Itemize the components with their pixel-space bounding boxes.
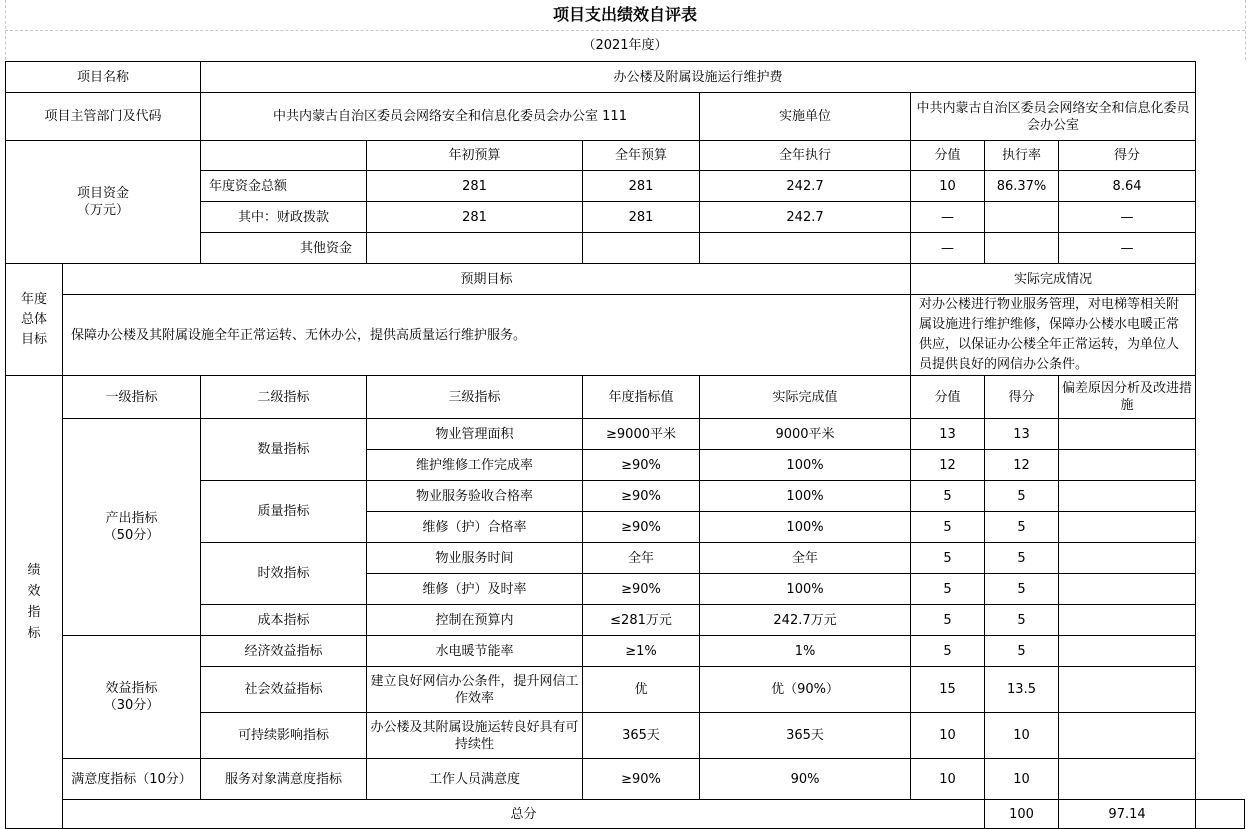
- total-note: [1196, 800, 1245, 829]
- funds-header-rate: 执行率: [985, 141, 1059, 171]
- funds-row-weight: —: [911, 233, 985, 264]
- department-row: [6, 93, 1245, 141]
- note-cell: [1059, 450, 1196, 481]
- level2-quality: 质量指标: [201, 481, 367, 543]
- weight-cell: 10: [911, 713, 985, 759]
- level2-sustainability: [201, 713, 367, 759]
- actual-cell: 365天: [700, 713, 911, 759]
- weight-cell: 5: [911, 574, 985, 605]
- project-name-value: 办公楼及附属设施运行维护费: [201, 62, 1196, 93]
- target-cell: ≥90%: [583, 450, 700, 481]
- funds-row-weight: —: [911, 202, 985, 233]
- level1-benefit-score: （30分）: [103, 698, 160, 713]
- performance-indicator-label: [6, 376, 63, 829]
- funds-row-score: —: [1059, 233, 1196, 264]
- score-cell: 5: [985, 605, 1059, 636]
- header-actual: 实际完成值: [700, 376, 911, 419]
- page-border-right: [1245, 0, 1246, 60]
- total-label: 总分: [63, 800, 985, 829]
- goals-label: [6, 264, 63, 376]
- expected-goal-text: 保障办公楼及其附属设施全年正常运转、无休办公，提供高质量运行维护服务。: [63, 295, 911, 376]
- level3-cell: 物业服务时间: [367, 543, 583, 574]
- funds-row-initial: [367, 233, 583, 264]
- actual-cell: 100%: [700, 574, 911, 605]
- funds-header-blank: [201, 141, 367, 171]
- goals-header-row: [6, 264, 1245, 295]
- header-deviation-note: 偏差原因分析及改进措施: [1059, 376, 1196, 419]
- funds-row-executed: [700, 233, 911, 264]
- note-cell: [1059, 481, 1196, 512]
- funds-row-rate: [985, 233, 1059, 264]
- score-cell: 13.5: [985, 667, 1059, 713]
- department-label: 项目主管部门及代码: [6, 93, 201, 141]
- funds-row-score: —: [1059, 202, 1196, 233]
- weight-cell: 13: [911, 419, 985, 450]
- weight-cell: 10: [911, 759, 985, 800]
- department-value: 中共内蒙古自治区委员会网络安全和信息化委员会办公室 111: [201, 93, 700, 141]
- level2-economic: 经济效益指标: [201, 636, 367, 667]
- level2-timeliness: 时效指标: [201, 543, 367, 605]
- level2-social: 社会效益指标: [201, 667, 367, 713]
- score-cell: 5: [985, 543, 1059, 574]
- indicator-row: [6, 636, 1245, 667]
- score-cell: 5: [985, 481, 1059, 512]
- actual-cell: 100%: [700, 512, 911, 543]
- header-weight: 分值: [911, 376, 985, 419]
- funds-header-executed: 全年执行: [700, 141, 911, 171]
- performance-indicator-text: 绩效指标: [27, 563, 41, 641]
- note-cell: [1059, 759, 1196, 800]
- header-level2: 二级指标: [201, 376, 367, 419]
- target-cell: 全年: [583, 543, 700, 574]
- weight-cell: 5: [911, 481, 985, 512]
- header-level1: 一级指标: [63, 376, 201, 419]
- score-cell: 10: [985, 759, 1059, 800]
- level3-cell: 物业管理面积: [367, 419, 583, 450]
- score-cell: 13: [985, 419, 1059, 450]
- indicator-header-row: [6, 376, 1245, 419]
- level3-cell: 工作人员满意度: [367, 759, 583, 800]
- project-name-row: [6, 62, 1245, 93]
- target-cell: ≥90%: [583, 512, 700, 543]
- target-cell: ≥1%: [583, 636, 700, 667]
- level3-cell: 建立良好网信办公条件，提升网信工作效率: [367, 667, 583, 713]
- level1-output-label: 产出指标: [105, 511, 158, 526]
- funds-row-weight: 10: [911, 171, 985, 202]
- actual-cell: 1%: [700, 636, 911, 667]
- total-row: [6, 800, 1245, 829]
- note-cell: [1059, 636, 1196, 667]
- target-cell: 365天: [583, 713, 700, 759]
- implementing-unit-value: 中共内蒙古自治区委员会网络安全和信息化委员会办公室: [911, 93, 1196, 141]
- actual-cell: 9000平米: [700, 419, 911, 450]
- funds-row-executed: 242.7: [700, 171, 911, 202]
- level3-cell: 维修（护）及时率: [367, 574, 583, 605]
- document-title: 项目支出绩效自评表: [5, 0, 1245, 31]
- funds-header-initial: 年初预算: [367, 141, 583, 171]
- funds-row-initial: 281: [367, 171, 583, 202]
- weight-cell: 12: [911, 450, 985, 481]
- level1-output-score: （50分）: [103, 528, 160, 543]
- funds-row-annual: 281: [583, 171, 700, 202]
- target-cell: ≥90%: [583, 759, 700, 800]
- goals-content-row: [6, 295, 1245, 376]
- funds-row-name: 年度资金总额: [201, 171, 367, 202]
- score-cell: 5: [985, 636, 1059, 667]
- note-cell: [1059, 605, 1196, 636]
- header-target: 年度指标值: [583, 376, 700, 419]
- note-cell: [1059, 574, 1196, 605]
- funds-row-rate: [985, 202, 1059, 233]
- target-cell: ≥90%: [583, 481, 700, 512]
- weight-cell: 5: [911, 605, 985, 636]
- actual-result-header: 实际完成情况: [911, 264, 1196, 295]
- actual-cell: 100%: [700, 481, 911, 512]
- weight-cell: 15: [911, 667, 985, 713]
- target-cell: ≥9000平米: [583, 419, 700, 450]
- funds-label-unit: （万元）: [77, 203, 130, 218]
- header-level3: 三级指标: [367, 376, 583, 419]
- score-cell: 5: [985, 574, 1059, 605]
- level3-cell: 维修（护）合格率: [367, 512, 583, 543]
- indicator-row: [6, 759, 1245, 800]
- weight-cell: 5: [911, 636, 985, 667]
- document-year: （2021年度）: [582, 38, 668, 53]
- funds-row-name: 其他资金: [201, 233, 367, 264]
- actual-result-text: 对办公楼进行物业服务管理，对电梯等相关附属设施进行维护维修，保障办公楼水电暖正常供应，以保证办公楼全年正常运转，为单位人员提供良好的网信办公条件。: [911, 295, 1196, 376]
- actual-cell: 100%: [700, 450, 911, 481]
- level1-benefit: [63, 636, 201, 759]
- funds-row-executed: 242.7: [700, 202, 911, 233]
- level1-benefit-label: 效益指标: [105, 681, 158, 696]
- weight-cell: 5: [911, 543, 985, 574]
- score-cell: 10: [985, 713, 1059, 759]
- funds-header-weight: 分值: [911, 141, 985, 171]
- score-cell: 5: [985, 512, 1059, 543]
- header-score: 得分: [985, 376, 1059, 419]
- funds-header-score: 得分: [1059, 141, 1196, 171]
- funds-header-annual: 全年预算: [583, 141, 700, 171]
- indicator-row: [6, 419, 1245, 450]
- actual-cell: 242.7万元: [700, 605, 911, 636]
- weight-cell: 5: [911, 512, 985, 543]
- funds-row-initial: 281: [367, 202, 583, 233]
- level3-cell: 维护维修工作完成率: [367, 450, 583, 481]
- funds-label-text: 项目资金: [77, 186, 130, 201]
- funds-header-row: [6, 141, 1245, 171]
- evaluation-table: [5, 61, 1245, 829]
- note-cell: [1059, 667, 1196, 713]
- level2-service-satisfaction: 服务对象满意度指标: [201, 759, 367, 800]
- actual-cell: 优（90%）: [700, 667, 911, 713]
- total-weight: 100: [985, 800, 1059, 829]
- note-cell: [1059, 512, 1196, 543]
- expected-goal-header: 预期目标: [63, 264, 911, 295]
- level2-quantity: 数量指标: [201, 419, 367, 481]
- actual-cell: 90%: [700, 759, 911, 800]
- implementing-unit-label: 实施单位: [700, 93, 911, 141]
- actual-cell: 全年: [700, 543, 911, 574]
- funds-label: [6, 141, 201, 264]
- target-cell: ≥90%: [583, 574, 700, 605]
- goals-label-text: 年度总体目标: [20, 291, 47, 347]
- level1-satisfaction: 满意度指标（10分）: [63, 759, 201, 800]
- note-cell: [1059, 543, 1196, 574]
- funds-row-rate: 86.37%: [985, 171, 1059, 202]
- level2-sustainability-text: 可持续影响指标: [238, 728, 330, 743]
- level1-output: [63, 419, 201, 636]
- level3-cell: 办公楼及其附属设施运转良好具有可持续性: [367, 713, 583, 759]
- target-cell: ≤281万元: [583, 605, 700, 636]
- target-cell: 优: [583, 667, 700, 713]
- level3-cell: 控制在预算内: [367, 605, 583, 636]
- level3-cell: 水电暖节能率: [367, 636, 583, 667]
- funds-row-annual: 281: [583, 202, 700, 233]
- note-cell: [1059, 419, 1196, 450]
- level2-cost: 成本指标: [201, 605, 367, 636]
- funds-row-score: 8.64: [1059, 171, 1196, 202]
- funds-row-name: 其中：财政拨款: [201, 202, 367, 233]
- project-name-label: 项目名称: [6, 62, 201, 93]
- note-cell: [1059, 713, 1196, 759]
- level3-cell: 物业服务验收合格率: [367, 481, 583, 512]
- score-cell: 12: [985, 450, 1059, 481]
- funds-row-annual: [583, 233, 700, 264]
- total-score: 97.14: [1059, 800, 1196, 829]
